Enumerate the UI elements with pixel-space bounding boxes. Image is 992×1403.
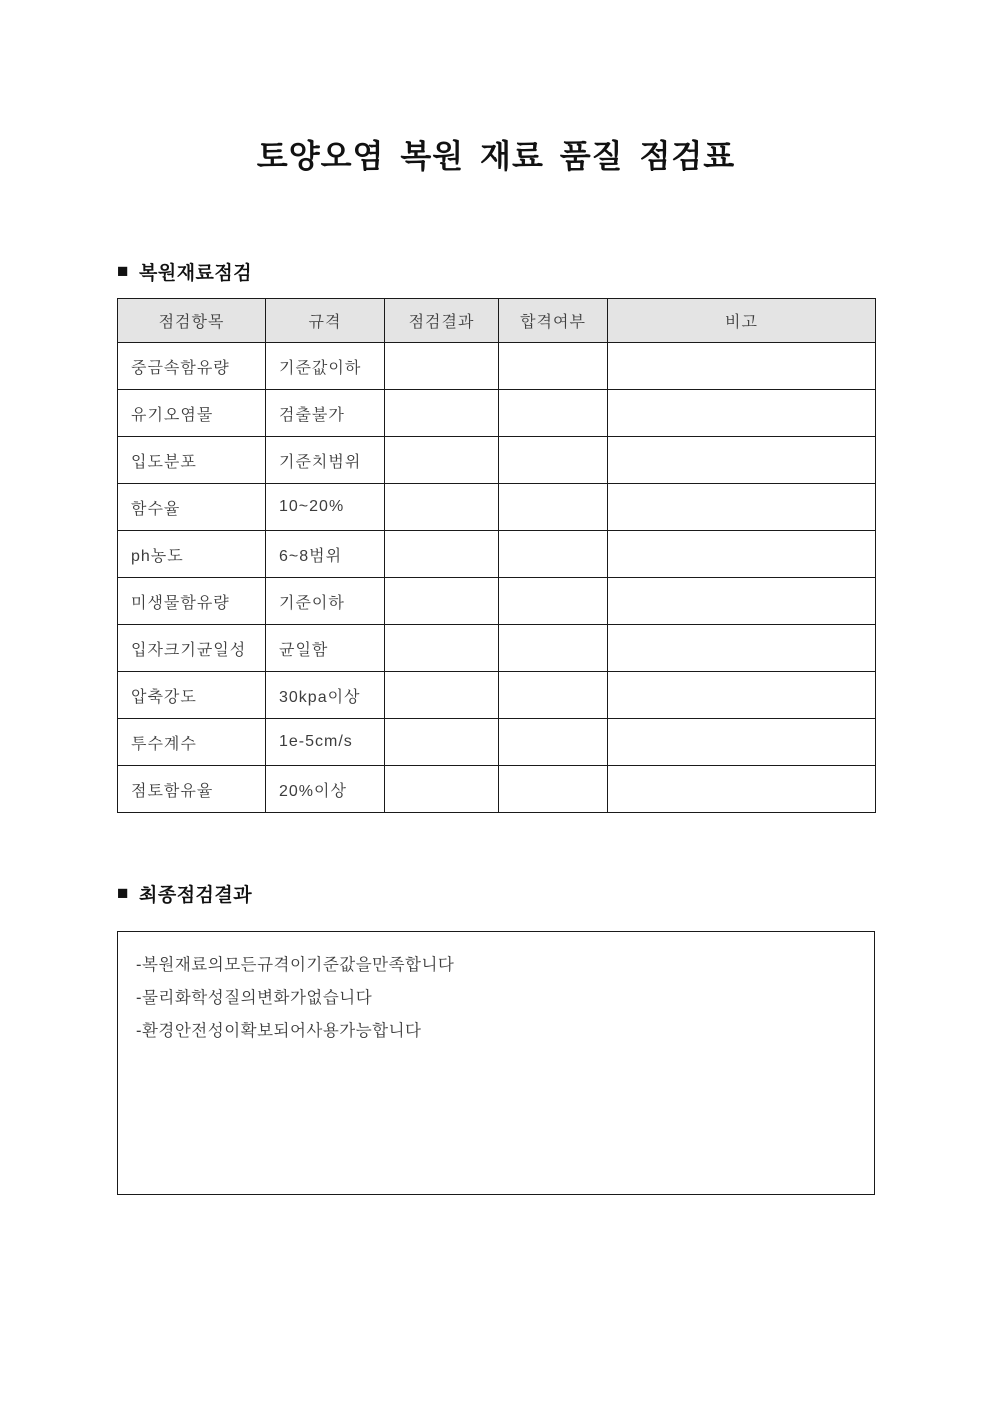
cell-spec: 30kpa이상	[266, 672, 385, 719]
table-row	[118, 437, 876, 484]
final-note-line: -복원재료의모든규격이기준값을만족합니다	[136, 956, 455, 974]
column-header-note: 비고	[608, 299, 876, 343]
cell-pass	[499, 390, 608, 437]
cell-spec: 기준값이하	[266, 343, 385, 390]
cell-note	[608, 531, 876, 578]
square-bullet-icon: ■	[117, 261, 129, 282]
cell-note	[608, 484, 876, 531]
section-heading-inspection	[117, 258, 992, 285]
section-heading-inspection-label: 복원재료점검	[138, 263, 253, 284]
cell-item: 미생물함유량	[118, 578, 266, 625]
cell-note	[608, 437, 876, 484]
cell-note	[608, 766, 876, 813]
column-header-pass: 합격여부	[499, 299, 608, 343]
table-row	[118, 390, 876, 437]
cell-result	[385, 484, 499, 531]
cell-result	[385, 437, 499, 484]
cell-result	[385, 343, 499, 390]
table-row	[118, 625, 876, 672]
cell-item: 유기오염물	[118, 390, 266, 437]
column-header-spec: 규격	[266, 299, 385, 343]
section-heading-final	[117, 880, 992, 907]
cell-result	[385, 719, 499, 766]
cell-spec: 기준치범위	[266, 437, 385, 484]
table-row	[118, 578, 876, 625]
cell-item: 점토함유율	[118, 766, 266, 813]
column-header-result: 점검결과	[385, 299, 499, 343]
cell-result	[385, 578, 499, 625]
table-header-row	[118, 299, 876, 343]
section-heading-final-label: 최종점검결과	[138, 885, 253, 906]
cell-item: ph농도	[118, 531, 266, 578]
cell-spec: 검출불가	[266, 390, 385, 437]
cell-result	[385, 672, 499, 719]
cell-pass	[499, 343, 608, 390]
cell-note	[608, 625, 876, 672]
table-row	[118, 719, 876, 766]
table-row	[118, 343, 876, 390]
cell-result	[385, 766, 499, 813]
cell-pass	[499, 578, 608, 625]
cell-item: 입자크기균일성	[118, 625, 266, 672]
cell-spec: 기준이하	[266, 578, 385, 625]
square-bullet-icon: ■	[117, 883, 129, 904]
cell-pass	[499, 484, 608, 531]
cell-pass	[499, 766, 608, 813]
cell-note	[608, 672, 876, 719]
table-row	[118, 531, 876, 578]
cell-result	[385, 625, 499, 672]
final-note-line: -물리화학성질의변화가없습니다	[136, 989, 373, 1007]
cell-note	[608, 719, 876, 766]
cell-spec: 균일함	[266, 625, 385, 672]
final-result-box	[117, 931, 875, 1195]
cell-note	[608, 578, 876, 625]
cell-item: 투수계수	[118, 719, 266, 766]
table-row	[118, 766, 876, 813]
cell-item: 입도분포	[118, 437, 266, 484]
cell-item: 함수율	[118, 484, 266, 531]
cell-result	[385, 531, 499, 578]
cell-pass	[499, 719, 608, 766]
cell-spec: 1e-5cm/s	[266, 719, 385, 766]
cell-note	[608, 390, 876, 437]
cell-result	[385, 390, 499, 437]
cell-spec: 6~8범위	[266, 531, 385, 578]
final-note-line: -환경안전성이확보되어사용가능합니다	[136, 1022, 422, 1040]
cell-pass	[499, 625, 608, 672]
cell-item: 중금속함유량	[118, 343, 266, 390]
document-title: 토양오염 복원 재료 품질 점검표	[256, 138, 736, 174]
column-header-item: 점검항목	[118, 299, 266, 343]
cell-spec: 10~20%	[266, 484, 385, 531]
cell-pass	[499, 672, 608, 719]
cell-pass	[499, 437, 608, 484]
inspection-table	[117, 298, 876, 813]
cell-pass	[499, 531, 608, 578]
cell-item: 압축강도	[118, 672, 266, 719]
table-row	[118, 484, 876, 531]
cell-spec: 20%이상	[266, 766, 385, 813]
cell-note	[608, 343, 876, 390]
table-row	[118, 672, 876, 719]
